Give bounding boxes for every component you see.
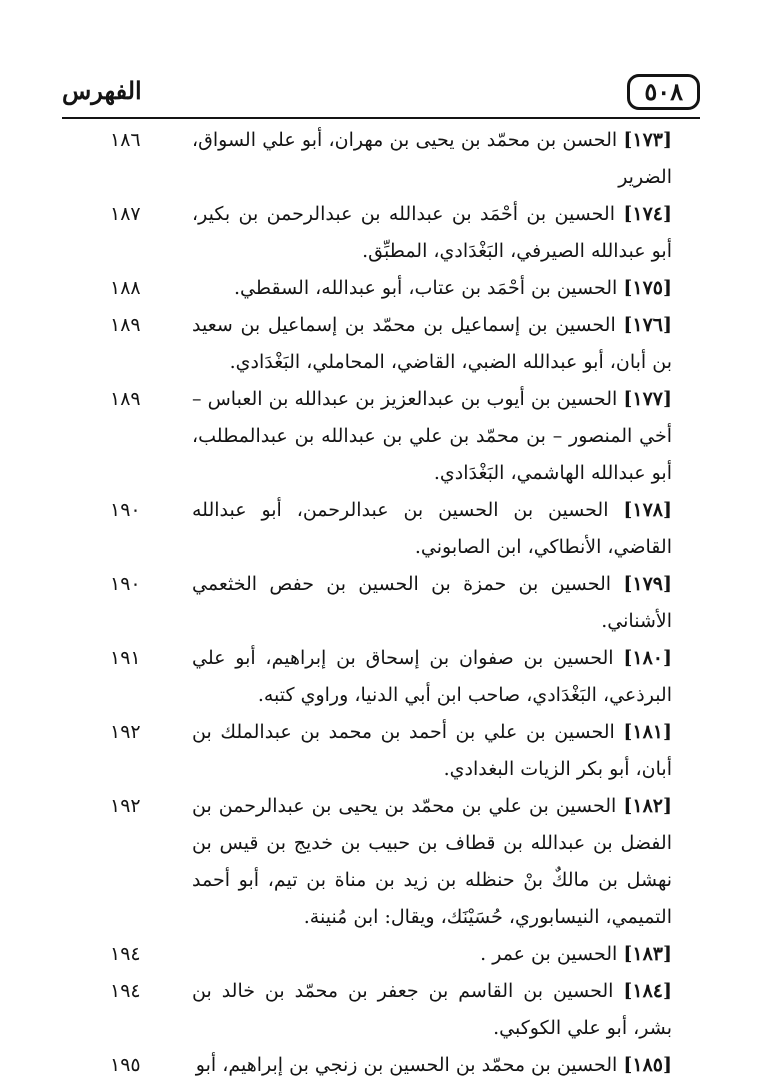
- entry-name: الحسين بن أحْمَد بن عبدالله بن عبدالرحمن بن بكير، أبو عبدالله الصيرفي، البَغْدَادي، المطبِّق.: [192, 203, 672, 262]
- index-entry: [62, 492, 700, 566]
- entry-number: [١٧٤]: [623, 203, 672, 225]
- entry-name: الحسن بن محمّد بن يحيى بن مهران، أبو علي السواق، الضرير: [192, 129, 672, 188]
- entry-page-ref: ١٩٤: [110, 943, 141, 965]
- entry-number: [١٧٧]: [623, 388, 672, 410]
- entry-text-block: [192, 1047, 672, 1084]
- entry-number: [١٧٥]: [623, 277, 672, 299]
- entry-text-block: [192, 270, 672, 307]
- entry-text-block: [192, 492, 672, 566]
- entry-text-block: [192, 936, 672, 973]
- entry-text-block: [192, 381, 672, 492]
- entry-name: الحسين بن علي بن أحمد بن محمد بن عبدالملك بن أبان، أبو بكر الزيات البغدادي.: [192, 721, 672, 780]
- entry-text-block: [192, 196, 672, 270]
- page-header: [62, 70, 700, 120]
- entry-page-ref: ١٨٨: [110, 277, 141, 299]
- entry-number: [١٨٥]: [623, 1054, 672, 1076]
- entry-text-block: [192, 973, 672, 1047]
- index-entry: [62, 936, 700, 973]
- entry-text-block: [192, 640, 672, 714]
- entry-name: الحسين بن حمزة بن الحسين بن حفص الخثعمي الأشناني.: [192, 573, 672, 632]
- entry-name: الحسين بن صفوان بن إسحاق بن إبراهيم، أبو علي البرذعي، البَغْدَادي، صاحب ابن أبي الدنيا، وراوي كتبه.: [192, 647, 672, 706]
- entry-name: الحسين بن أحْمَد بن عتاب، أبو عبدالله، السقطي.: [234, 277, 618, 299]
- index-entry: [62, 122, 700, 196]
- index-entry: [62, 381, 700, 492]
- entry-name: الحسين بن إسماعيل بن محمّد بن إسماعيل بن سعيد بن أبان، أبو عبدالله الضبي، القاضي، المحاملي، البَغْدَادي.: [192, 314, 672, 373]
- index-entry: [62, 196, 700, 270]
- entry-text-block: [192, 307, 672, 381]
- entry-number: [١٨٢]: [623, 795, 672, 817]
- entry-text-block: [192, 122, 672, 196]
- index-entry: [62, 973, 700, 1047]
- index-entry: [62, 307, 700, 381]
- section-title: الفهرس: [62, 76, 142, 105]
- index-entry: [62, 270, 700, 307]
- entry-page-ref: ١٨٦: [110, 129, 141, 151]
- entry-page-ref: ١٩٠: [110, 499, 141, 521]
- index-entry: [62, 640, 700, 714]
- index-entries: [62, 122, 700, 1084]
- entry-number: [١٧٩]: [623, 573, 673, 595]
- entry-name: الحسين بن علي بن محمّد بن يحيى بن عبدالرحمن بن الفضل بن عبدالله بن قطاف بن حبيب بن خديج بن قيس بن نهشل بن مالكٌ بنْ حنظله بن زيد بن مناة بن تيم، أبو أحمد التميمي، النيسابوري، حُسَيْنَك، ويقال: ابن مُنينة.: [192, 795, 672, 928]
- entry-number: [١٧٦]: [623, 314, 672, 336]
- entry-page-ref: ١٩٥: [110, 1054, 141, 1076]
- entry-page-ref: ١٩٢: [110, 795, 141, 817]
- index-entry: [62, 1047, 700, 1084]
- entry-name: الحسين بن القاسم بن جعفر بن محمّد بن خالد بن بشر، أبو علي الكوكبي.: [192, 980, 672, 1039]
- index-entry: [62, 788, 700, 936]
- entry-page-ref: ١٨٩: [110, 388, 141, 410]
- entry-name: الحسين بن أيوب بن عبدالعزيز بن عبدالله بن العباس – أخي المنصور – بن محمّد بن علي بن عبدالله بن عبدالمطلب، أبو عبدالله الهاشمي، البَغْدَادي.: [192, 388, 672, 484]
- entry-page-ref: ١٩٠: [110, 573, 141, 595]
- entry-number: [١٧٨]: [623, 499, 672, 521]
- entry-text-block: [192, 566, 672, 640]
- entry-page-ref: ١٩٤: [110, 980, 141, 1002]
- entry-number: [١٨٣]: [623, 943, 672, 965]
- entry-name: الحسين بن عمر .: [480, 943, 618, 965]
- page-number: ٥٠٨: [627, 74, 700, 110]
- entry-name: الحسين بن الحسين بن عبدالرحمن، أبو عبدالله القاضي، الأنطاكي، ابن الصابوني.: [192, 499, 672, 558]
- entry-page-ref: ١٨٧: [110, 203, 141, 225]
- entry-number: [١٧٣]: [623, 129, 672, 151]
- entry-text-block: [192, 788, 672, 936]
- entry-page-ref: ١٩٢: [110, 721, 141, 743]
- entry-number: [١٨١]: [623, 721, 672, 743]
- index-entry: [62, 714, 700, 788]
- entry-name: الحسين بن محمّد بن الحسين بن زنجي بن إبراهيم، أبو: [195, 1054, 618, 1076]
- entry-number: [١٨٤]: [623, 980, 673, 1002]
- index-entry: [62, 566, 700, 640]
- entry-text-block: [192, 714, 672, 788]
- entry-page-ref: ١٩١: [110, 647, 141, 669]
- header-rule: [62, 117, 700, 119]
- entry-page-ref: ١٨٩: [110, 314, 141, 336]
- entry-number: [١٨٠]: [623, 647, 672, 669]
